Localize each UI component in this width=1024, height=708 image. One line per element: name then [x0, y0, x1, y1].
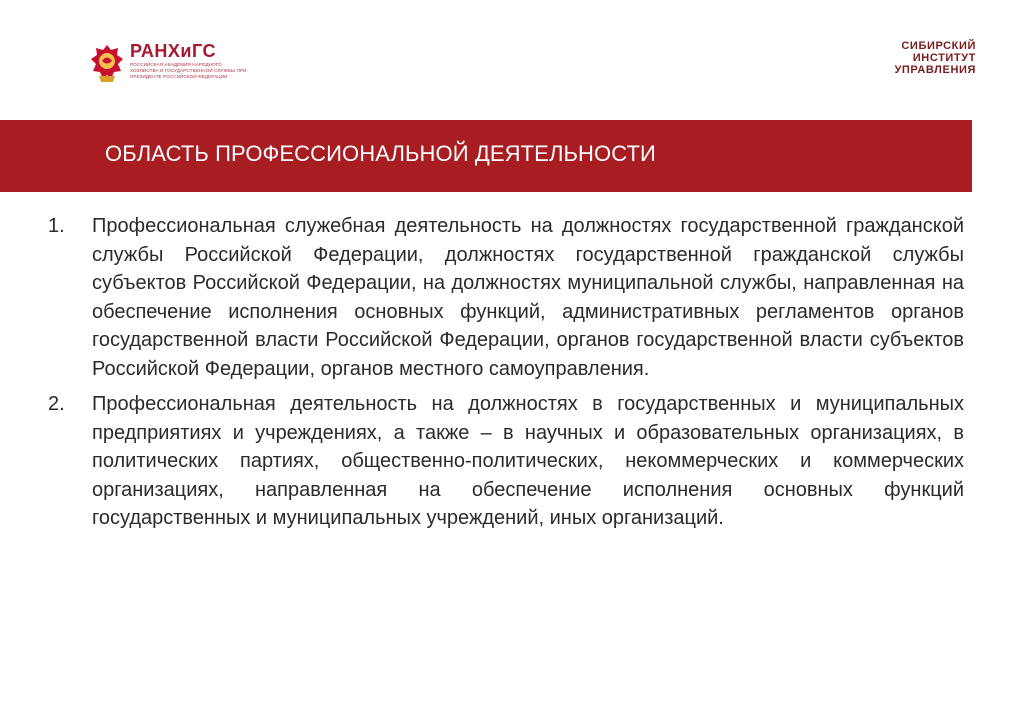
- slide-title: ОБЛАСТЬ ПРОФЕССИОНАЛЬНОЙ ДЕЯТЕЛЬНОСТИ: [105, 141, 656, 166]
- list-item-text: Профессиональная деятельность на должностях в государственных и муниципальных предприятиях и учреждениях, а также – в научных и образовательных организациях, в политических партиях, общественно-политических, некоммерческих и коммерческих организациях, направленная на обеспечение исполнения основных функций государственных и муниципальных учреждений, иных организаций.: [92, 393, 964, 529]
- list-item-number: 2.: [48, 393, 65, 415]
- list-item-text: Профессиональная служебная деятельность на должностях государственной гражданской службы Российской Федерации, должностях государственной гражданской службы субъектов Российской Федерации, на должностях муниципальной службы, направленная на обеспечение исполнения основных функций, административных регламентов органов государственной власти Российской Федерации, органов государственной власти субъектов Российской Федерации, органов местного самоуправления.: [92, 215, 964, 380]
- ranepa-logo: [88, 40, 248, 86]
- logo-right-line2: ИНСТИТУТ: [912, 52, 976, 64]
- logo-right-line1: СИБИРСКИЙ: [901, 40, 976, 52]
- list-item: [48, 212, 964, 383]
- title-band: [0, 120, 972, 192]
- logo-subtitle: РОССИЙСКАЯ АКАДЕМИЯ НАРОДНОГО ХОЗЯЙСТВА И ГОСУДАРСТВЕННОЙ СЛУЖБЫ ПРИ ПРЕЗИДЕНТЕ РОССИЙСКОЙ ФЕДЕРАЦИИ: [130, 62, 247, 79]
- list-item: [48, 390, 964, 533]
- list-item-number: 1.: [48, 215, 65, 237]
- crest-icon: [88, 42, 126, 84]
- logo-title: РАНХиГС: [130, 41, 216, 61]
- content-list: [48, 212, 964, 540]
- logo-right-line3: УПРАВЛЕНИЯ: [894, 64, 976, 76]
- sibirsky-institut-logo: [894, 40, 976, 76]
